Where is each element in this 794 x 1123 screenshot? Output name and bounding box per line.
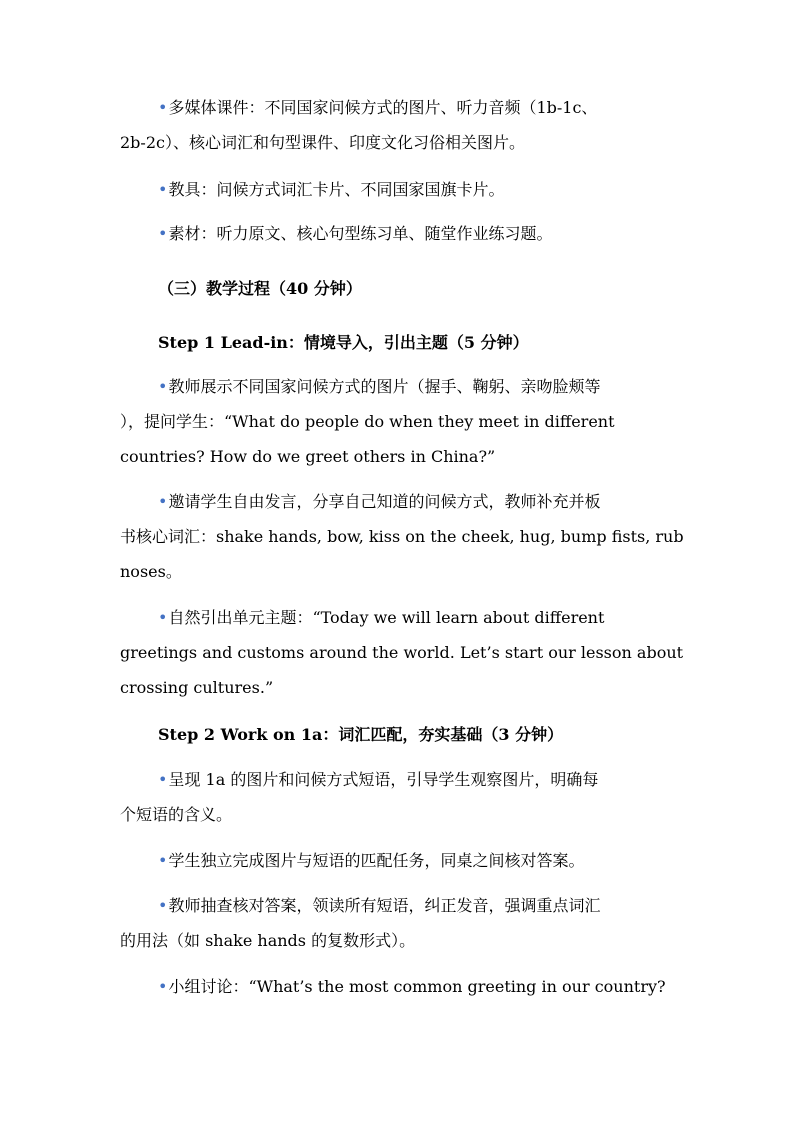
step2-paragraph-2 [120,843,680,878]
bullet-icon: • [158,977,168,996]
step2-paragraph-4 [120,969,680,1004]
multimedia-line-2: 2b-2c）、核心词汇和句型课件、印度文化习俗相关图片。 [120,133,525,152]
paragraph-teaching-aids [120,172,680,207]
bullet-icon: • [158,492,168,511]
step1-b3-line-2: greetings and customs around the world. Let’s start our lesson about [120,643,684,662]
step2-b3-line-1: 教师抽查核对答案，领读所有短语，纠正发音，强调重点词汇 [168,896,601,915]
bullet-icon: • [158,377,168,396]
bullet-icon: • [158,608,168,627]
bullet-icon: • [158,770,168,789]
bullet-icon: • [158,896,168,915]
step2-b1-line-2: 个短语的含义。 [120,805,233,824]
step2-paragraph-1 [120,762,680,832]
bullet-icon: • [158,98,168,117]
step2-paragraph-3 [120,888,680,958]
step2-b3-line-2: 的用法（如 shake hands 的复数形式）。 [120,931,416,950]
teaching-aids-text: 教具：问候方式词汇卡片、不同国家国旗卡片。 [168,180,505,199]
step1-b2-line-2: 书核心词汇：shake hands, bow, kiss on the cheek, hug, bump fists, rub [120,527,684,546]
step1-b1-line-1: 教师展示不同国家问候方式的图片（握手、鞠躬、亲吻脸颊等 [168,377,601,396]
paragraph-multimedia [120,90,680,160]
multimedia-line-1: 多媒体课件：不同国家问候方式的图片、听力音频（1b-1c、 [168,98,598,117]
bullet-icon: • [158,224,168,243]
step1-b1-line-3: countries? How do we greet others in China?” [120,447,496,466]
step2-b4-text: 小组讨论：“What’s the most common greeting in our country? [168,977,666,996]
step2-heading: Step 2 Work on 1a：词汇匹配，夯实基础（3 分钟） [158,725,564,744]
step1-paragraph-1 [120,369,680,474]
paragraph-resources [120,216,680,251]
bullet-icon: • [158,851,168,870]
step1-b1-line-2: ），提问学生：“What do people do when they meet in different [120,412,615,431]
step1-b2-line-1: 邀请学生自由发言，分享自己知道的问候方式，教师补充并板 [168,492,601,511]
step2-b2-text: 学生独立完成图片与短语的匹配任务，同桌之间核对答案。 [168,851,585,870]
step1-paragraph-3 [120,600,684,705]
section-heading: （三）教学过程（40 分钟） [158,279,362,298]
step1-heading: Step 1 Lead-in：情境导入，引出主题（5 分钟） [158,333,529,352]
step1-b3-line-3: crossing cultures.” [120,678,274,697]
step1-paragraph-2 [120,484,684,589]
step1-b2-line-3: noses。 [120,562,182,581]
step2-b1-line-1: 呈现 1a 的图片和问候方式短语，引导学生观察图片，明确每 [168,770,599,789]
step1-b3-line-1: 自然引出单元主题：“Today we will learn about different [168,608,605,627]
resources-text: 素材：听力原文、核心句型练习单、随堂作业练习题。 [168,224,553,243]
bullet-icon: • [158,180,168,199]
